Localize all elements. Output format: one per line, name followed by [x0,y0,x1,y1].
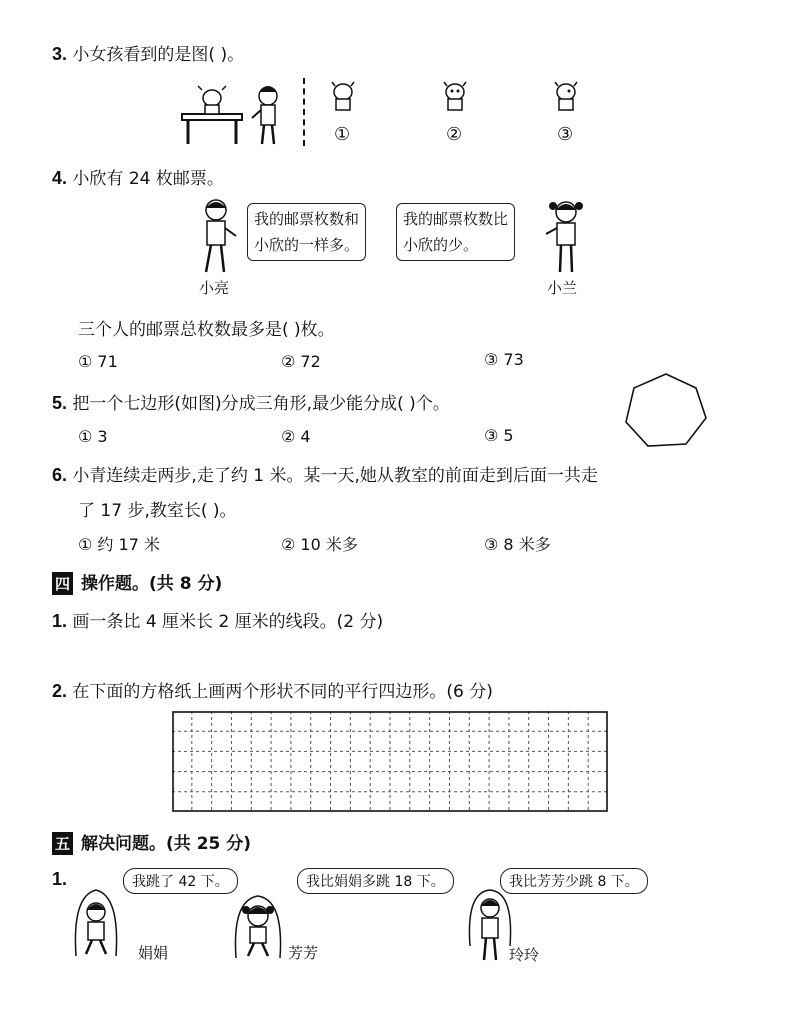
q3-row [52,40,244,65]
q3-cow-view-1 [330,80,356,112]
q3-option-2[interactable]: ② [446,124,463,145]
q6-row [52,461,598,486]
q3-scene-illustration [180,78,310,150]
q6-number: 6. [52,465,68,485]
q4-bubble-right [396,203,515,261]
s5-bubble-juanjuan: 我跳了 42 下。 [123,868,238,894]
q4-row [52,164,224,189]
fangfang-jumprope-illustration [230,892,286,962]
grid-paper[interactable] [172,711,608,812]
q5-text: 把一个七边形(如图)分成三角形,最少能分成( )个。 [72,394,450,414]
section-4-title: 操作题。(共 8 分) [81,574,223,594]
q4-name-xiaolan: 小兰 [547,279,578,297]
q4-option-1[interactable]: ① 71 [78,352,118,371]
s5-bubble-lingling: 我比芳芳少跳 8 下。 [500,868,648,894]
section-4-heading [52,569,222,595]
q3-cow-view-3 [553,80,579,112]
q3-cow-view-2 [442,80,468,112]
q5-number: 5. [52,393,68,413]
section-5-title: 解决问题。(共 25 分) [81,834,252,854]
q6-option-2[interactable]: ② 10 米多 [281,535,358,554]
section-5-badge: 五 [52,832,73,855]
section-4-badge: 四 [52,572,73,595]
s4-q1-row [52,607,383,632]
q3-divider [303,78,305,146]
s5-q1-number: 1. [52,869,68,889]
xiaolan-girl-illustration [540,198,590,278]
q3-text: 小女孩看到的是图( )。 [72,45,245,65]
q3-number: 3. [52,44,68,64]
xiaoliang-boy-illustration [196,198,240,278]
s4-q1-text: 画一条比 4 厘米长 2 厘米的线段。(2 分) [72,612,384,632]
q4-number: 4. [52,168,68,188]
s4-q1-number: 1. [52,611,68,631]
q4-bubble-left [247,203,366,261]
q4-name-xiaoliang: 小亮 [199,279,230,297]
q4-bubble-right-line-2: 小欣的少。 [403,236,479,254]
q6-option-1[interactable]: ① 约 17 米 [78,535,160,554]
q3-option-1[interactable]: ① [334,124,351,145]
q3-option-3[interactable]: ③ [557,124,574,145]
s5-name-fangfang: 芳芳 [288,944,319,962]
q5-option-3[interactable]: ③ 5 [484,426,514,445]
s4-q2-number: 2. [52,681,68,701]
section-5-heading [52,829,251,855]
s5-name-juanjuan: 娟娟 [138,944,169,962]
q4-bubble-left-line-1: 我的邮票枚数和 [254,210,360,228]
s5-name-lingling: 玲玲 [509,946,540,964]
juanjuan-jumprope-illustration [68,886,124,960]
q5-option-1[interactable]: ① 3 [78,427,108,446]
q4-bubble-right-line-1: 我的邮票枚数比 [403,210,509,228]
q6-text-line-1: 小青连续走两步,走了约 1 米。某一天,她从教室的前面走到后面一共走 [72,466,598,486]
q4-option-3[interactable]: ③ 73 [484,350,524,369]
s4-q2-text: 在下面的方格纸上画两个形状不同的平行四边形。(6 分) [72,682,493,702]
s5-bubble-fangfang: 我比娟娟多跳 18 下。 [297,868,454,894]
q4-question: 三个人的邮票总枚数最多是( )枚。 [78,320,335,340]
q4-text: 小欣有 24 枚邮票。 [72,169,224,189]
q6-option-3[interactable]: ③ 8 米多 [484,535,551,554]
q5-option-2[interactable]: ② 4 [281,427,311,446]
s4-q2-row [52,677,493,702]
q5-row [52,389,450,414]
q6-text-line-2: 了 17 步,教室长( )。 [78,501,237,521]
heptagon-figure [620,368,712,452]
q4-bubble-left-line-2: 小欣的一样多。 [254,236,360,254]
q4-option-2[interactable]: ② 72 [281,352,321,371]
